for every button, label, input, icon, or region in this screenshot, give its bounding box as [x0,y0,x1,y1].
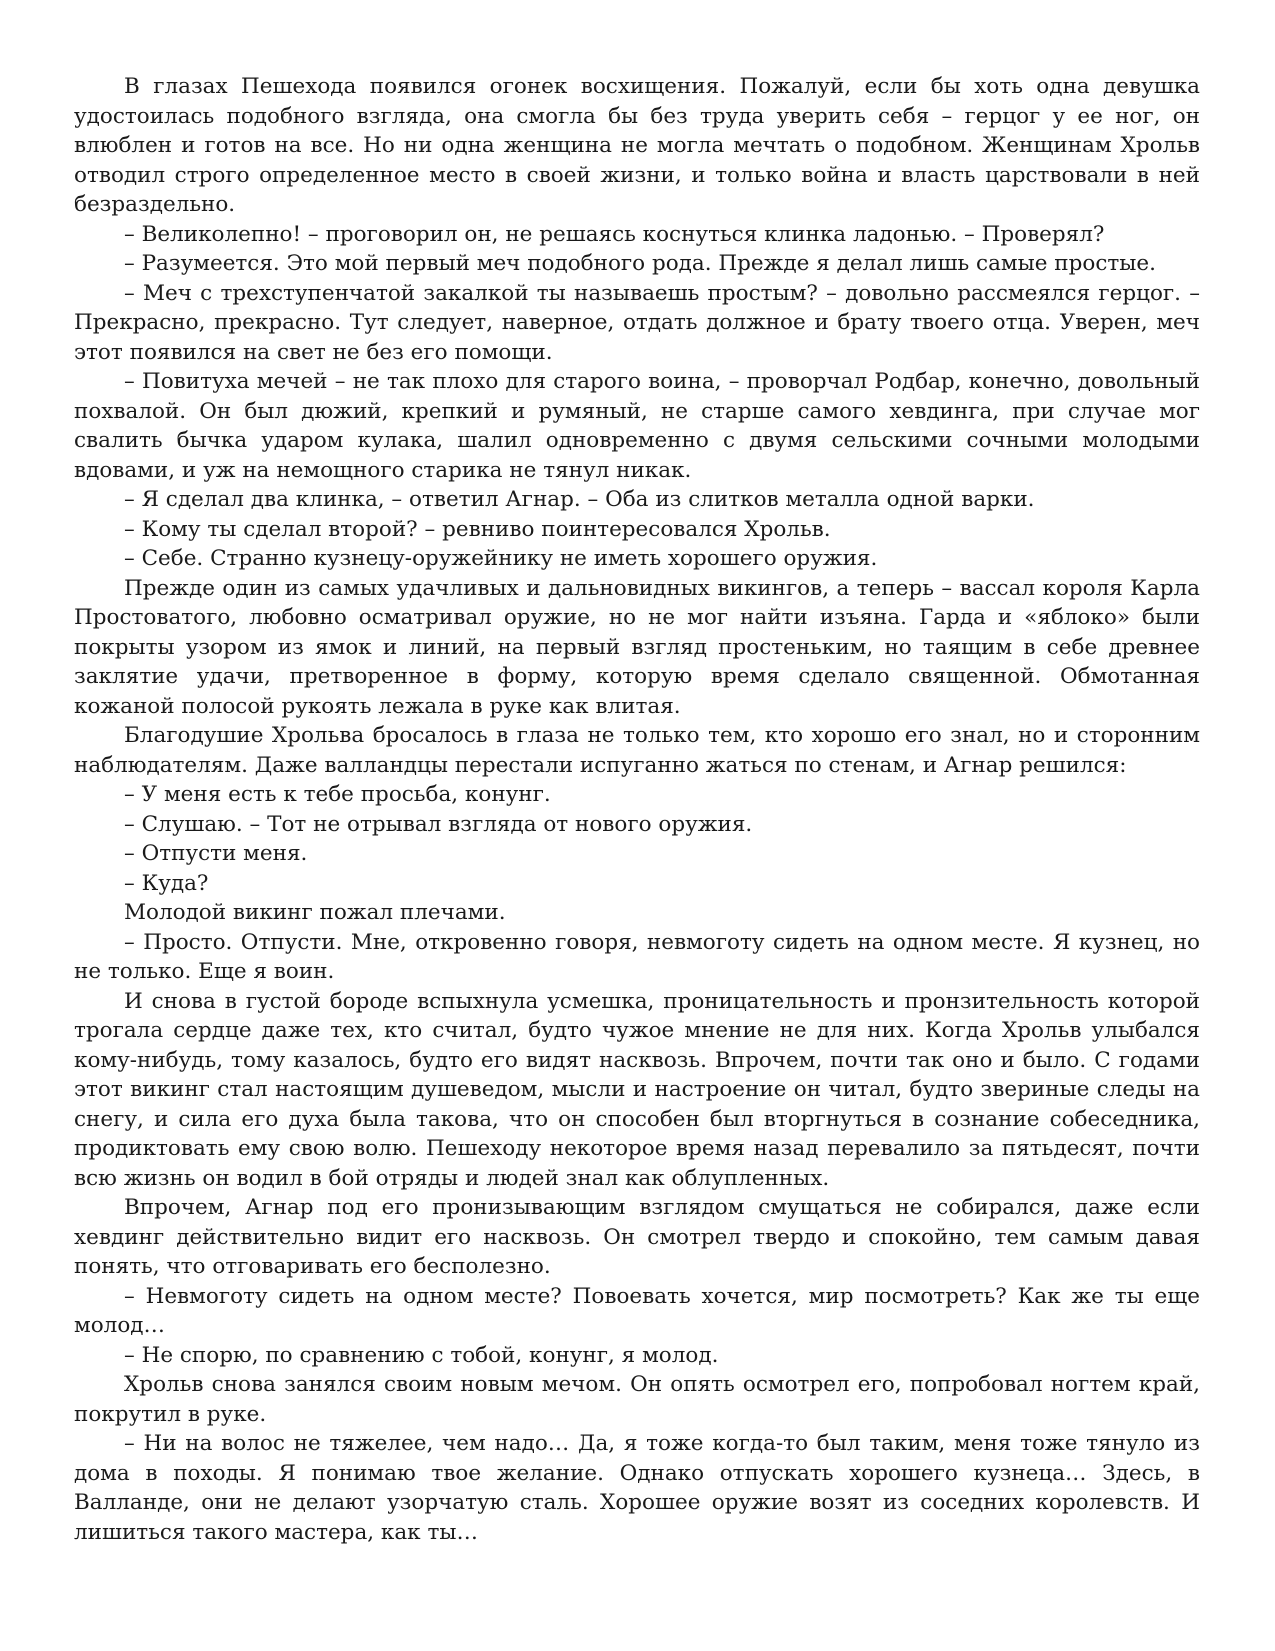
paragraph: – Себе. Странно кузнецу-оружейнику не иметь хорошего оружия. [124,546,878,571]
paragraph: – Великолепно! – проговорил он, не решаясь коснуться клинка ладонью. – Проверял? [124,221,1105,247]
paragraph: – Ни на волос не тяжелее, чем надо… Да, я тоже когда-то был таким, меня тоже тянуло из дома в походы. Я понимаю твое желание. Однако отпускать хорошего кузнеца… Здесь, в Валланде, они не делают узорчатую сталь. Хорошее оружие возят из соседних королевств. И лишиться такого мастера, как ты… [74,1431,1200,1545]
paragraph: – Разумеется. Это мой первый меч подобного рода. Прежде я делал лишь самые простые. [124,251,1156,276]
paragraph: Впрочем, Агнар под его пронизывающим взглядом смущаться не собирался, даже если хевдинг действительно видит его насквозь. Он смотрел твердо и спокойно, тем самым давая понять, что отговаривать его бесполезно. [74,1195,1200,1279]
paragraph: Молодой викинг пожал плечами. [124,900,506,925]
paragraph: – Куда? [124,870,209,896]
paragraph: – У меня есть к тебе просьба, конунг. [124,782,551,807]
paragraph: – Просто. Отпусти. Мне, откровенно говоря, невмоготу сидеть на одном месте. Я кузнец, но не только. Еще я воин. [74,929,1200,984]
paragraph: Благодушие Хрольва бросалось в глаза не только тем, кто хорошо его знал, но и сторонним наблюдателям. Даже валландцы перестали испуганно жаться по стенам, и Агнар решился: [74,723,1200,778]
paragraph: – Не спорю, по сравнению с тобой, конунг, я молод. [124,1342,719,1368]
paragraph: – Слушаю. – Тот не отрывал взгляда от нового оружия. [124,811,753,837]
page-text [74,72,1200,1547]
paragraph: В глазах Пешехода появился огонек восхищения. Пожалуй, если бы хоть одна девушка удостоилась подобного взгляда, она смогла бы без труда уверить себя – герцог у ее ног, он влюблен и готов на все. Но ни одна женщина не могла мечтать о подобном. Женщинам Хрольв отводил строго определенное место в своей жизни, и только война и власть царствовали в ней безраздельно. [74,74,1200,217]
paragraph: Хрольв снова занялся своим новым мечом. Он опять осмотрел его, попробовал ногтем край, покрутил в руке. [74,1372,1200,1427]
paragraph: – Повитуха мечей – не так плохо для старого воина, – проворчал Родбар, конечно, довольный похвалой. Он был дюжий, крепкий и румяный, не старше самого хевдинга, при случае мог свалить бычка ударом кулака, шалил одновременно с двумя сельскими сочными молодыми вдовами, и уж на немощного старика не тянул никак. [74,369,1200,483]
paragraph: – Меч с трехступенчатой закалкой ты называешь простым? – довольно рассмеялся герцог. – Прекрасно, прекрасно. Тут следует, наверное, отдать должное и брату твоего отца. Уверен, меч этот появился на свет не без его помощи. [74,280,1200,365]
paragraph: – Невмоготу сидеть на одном месте? Повоевать хочется, мир посмотреть? Как же ты еще молод… [74,1283,1200,1338]
paragraph: – Кому ты сделал второй? – ревниво поинтересовался Хрольв. [124,516,831,542]
paragraph: – Отпусти меня. [124,841,308,866]
paragraph: Прежде один из самых удачливых и дальновидных викингов, а теперь – вассал короля Карла Простоватого, любовно осматривал оружие, но не мог найти изъяна. Гарда и «яблоко» были покрыты узором из ямок и линий, на первый взгляд простеньким, но таящим в себе древнее заклятие удачи, претворенное в форму, которую время сделало священной. Обмотанная кожаной полосой рукоять лежала в руке как влитая. [74,575,1200,719]
paragraph: И снова в густой бороде вспыхнула усмешка, проницательность и пронзительность которой трогала сердце даже тех, кто считал, будто чужое мнение не для них. Когда Хрольв улыбался кому-нибудь, тому казалось, будто его видят насквозь. Впрочем, почти так оно и было. С годами этот викинг стал настоящим душеведом, мысли и настроение он читал, будто звериные следы на снегу, и сила его духа была такова, что он способен был вторгнуться в сознание собеседника, продиктовать ему свою волю. Пешеходу некоторое время назад перевалило за пятьдесят, почти всю жизнь он водил в бой отряды и людей знал как облупленных. [74,988,1200,1191]
paragraph: – Я сделал два клинка, – ответил Агнар. – Оба из слитков металла одной варки. [124,487,1035,512]
